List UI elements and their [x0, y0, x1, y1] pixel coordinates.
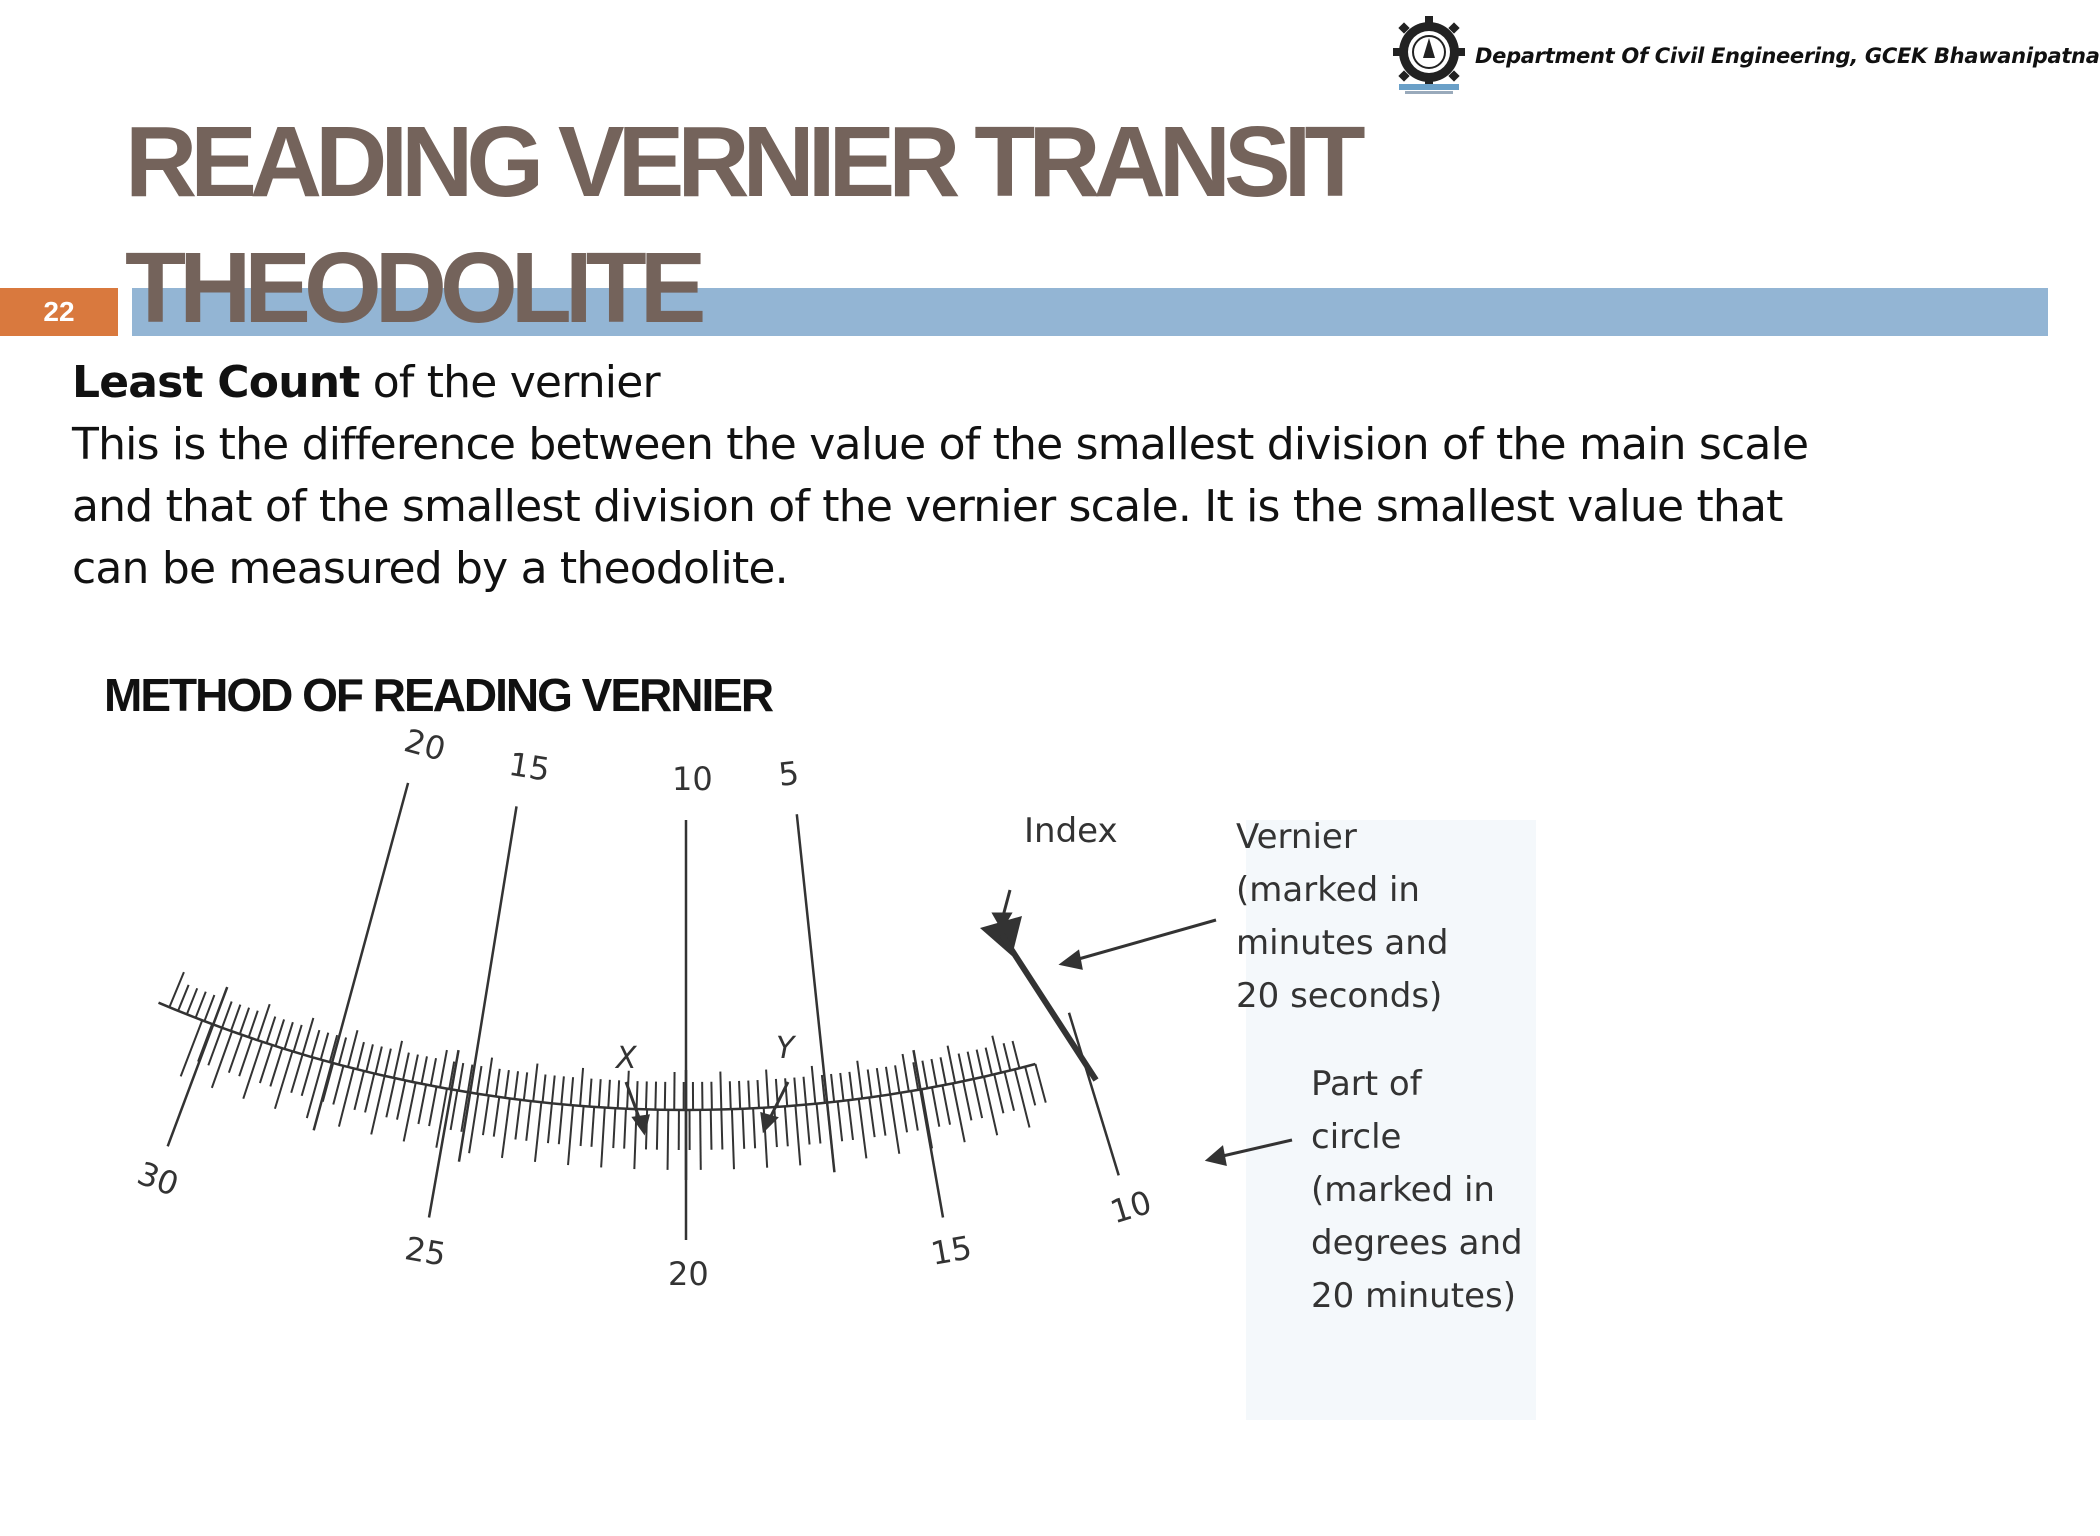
- vernier-tick: [766, 1070, 768, 1108]
- circle-tick: [700, 1110, 701, 1170]
- vernier-tick: [294, 1025, 302, 1052]
- vernier-diagram-svg: [96, 721, 1546, 1430]
- vernier-tick: [580, 1068, 583, 1106]
- vernier-tick: [561, 1076, 564, 1104]
- vernier-label-line-2: (marked in: [1236, 870, 1420, 910]
- vernier-tick: [543, 1075, 546, 1103]
- marker-y-label: Y: [776, 1031, 795, 1066]
- slide-title-line-2: THEODOLITE: [125, 232, 700, 344]
- circle-tick: [404, 1083, 416, 1142]
- circle-tick: [963, 1081, 971, 1120]
- vernier-tick: [895, 1065, 899, 1093]
- vernier-tick: [267, 1017, 276, 1044]
- vernier-number: 5: [776, 753, 801, 794]
- vernier-tick: [321, 1033, 329, 1060]
- vernier-tick: [222, 1001, 232, 1027]
- circle-tick: [181, 1020, 203, 1076]
- circle-tick: [302, 1057, 313, 1095]
- vernier-tick: [739, 1081, 740, 1109]
- circle-tick: [932, 1087, 939, 1126]
- circle-tick: [1025, 1067, 1035, 1106]
- vernier-tick: [348, 1030, 358, 1067]
- vernier-tick: [412, 1055, 418, 1082]
- vernier-tick: [941, 1057, 946, 1084]
- vernier-tick: [339, 1038, 346, 1065]
- vernier-tick: [178, 985, 189, 1011]
- circle-label-line-1: Part of: [1311, 1064, 1422, 1104]
- department-name: Department Of Civil Engineering, GCEK Bhawanipatna: [1475, 44, 2100, 68]
- vernier-tick: [804, 1077, 806, 1105]
- body-line-4: can be measured by a theodolite.: [72, 543, 788, 594]
- circle-tick: [212, 1031, 232, 1088]
- circle-tick: [624, 1109, 626, 1149]
- circle-tick: [270, 1048, 282, 1086]
- vernier-tick: [366, 1044, 373, 1071]
- circle-tick: [817, 1104, 821, 1144]
- vernier-major-line: [797, 814, 835, 1172]
- circle-tick: [333, 1066, 343, 1105]
- vernier-number: 20: [400, 721, 450, 769]
- circle-tick: [581, 1106, 584, 1146]
- vernier-tick: [748, 1081, 749, 1109]
- circle-tick: [859, 1099, 867, 1159]
- vernier-tick: [868, 1069, 872, 1097]
- circle-number: 15: [927, 1228, 975, 1273]
- vernier-tick: [1004, 1043, 1011, 1070]
- circle-tick: [994, 1074, 1003, 1113]
- circle-tick: [429, 1087, 436, 1126]
- y-arrow-head: [762, 1114, 776, 1130]
- vernier-tick: [948, 1046, 956, 1083]
- vernier-tick: [711, 1082, 712, 1110]
- circle-tick: [275, 1051, 292, 1108]
- vernier-tick: [589, 1079, 591, 1107]
- circle-label-line-2: circle: [1311, 1117, 1402, 1157]
- index-label: Index: [1024, 811, 1118, 851]
- vernier-tick: [794, 1078, 796, 1106]
- vernier-tick: [477, 1066, 481, 1094]
- circle-number: 10: [1105, 1183, 1156, 1232]
- vernier-label-line-1: Vernier: [1236, 817, 1357, 857]
- vernier-tick: [730, 1081, 731, 1109]
- circle-tick: [984, 1077, 997, 1136]
- body-line-2: This is the difference between the value of the smallest division of the main scale: [72, 419, 1809, 470]
- vernier-tick: [385, 1049, 391, 1076]
- vernier-tick: [831, 1074, 834, 1102]
- circle-tick: [469, 1094, 478, 1153]
- circle-tick: [743, 1109, 745, 1149]
- circle-tick: [371, 1076, 384, 1134]
- circle-number: 25: [402, 1229, 449, 1274]
- vernier-tick: [394, 1041, 402, 1078]
- label-group: [132, 721, 1156, 1293]
- circle-tick: [526, 1101, 531, 1141]
- vernier-tick: [421, 1056, 426, 1083]
- vernier-tick: [903, 1054, 909, 1091]
- vernier-label-line-3: minutes and: [1236, 923, 1449, 963]
- vernier-tick: [459, 1063, 464, 1091]
- vernier-tick: [276, 1019, 285, 1046]
- circle-tick: [354, 1071, 364, 1110]
- vernier-arrow-head: [1062, 952, 1081, 968]
- circle-tick: [535, 1102, 541, 1162]
- section-heading: METHOD OF READING VERNIER: [104, 669, 773, 721]
- vernier-label-line-4: 20 seconds): [1236, 976, 1443, 1016]
- vernier-tick: [608, 1080, 610, 1108]
- circle-tick: [795, 1106, 800, 1166]
- circle-tick: [942, 1085, 950, 1124]
- circle-tick: [365, 1074, 374, 1113]
- vernier-tick: [240, 1008, 249, 1034]
- vernier-tick: [312, 1030, 320, 1057]
- term-bold: Least Count: [72, 357, 360, 408]
- circle-tick: [548, 1103, 552, 1143]
- vernier-tick: [196, 992, 206, 1018]
- body-text: [72, 352, 1952, 600]
- vernier-tick: [646, 1081, 647, 1109]
- vernier-tick: [204, 995, 214, 1021]
- vernier-tick: [231, 1005, 240, 1031]
- vernier-tick: [849, 1072, 852, 1100]
- circle-major-line: [913, 1050, 943, 1217]
- vernier-tick: [486, 1058, 492, 1096]
- circle-tick: [953, 1083, 965, 1142]
- circle-tick: [1005, 1072, 1014, 1111]
- vernier-tick: [375, 1047, 381, 1074]
- circle-tick: [974, 1079, 983, 1118]
- body-line-3: and that of the smallest division of the vernier scale. It is the smallest value that: [72, 481, 1783, 532]
- vernier-tick: [599, 1079, 601, 1107]
- circle-tick: [1035, 1064, 1045, 1103]
- vernier-tick: [618, 1080, 619, 1108]
- scale-group: [159, 783, 1119, 1240]
- circle-tick: [753, 1108, 755, 1148]
- vernier-tick: [931, 1059, 936, 1087]
- circle-arrow-head: [1208, 1148, 1225, 1164]
- vernier-tick: [968, 1052, 974, 1079]
- circle-tick: [668, 1110, 669, 1170]
- circle-tick: [711, 1110, 712, 1150]
- circle-tick: [806, 1105, 810, 1145]
- vernier-number: 10: [672, 760, 713, 798]
- circle-tick: [848, 1100, 853, 1140]
- circle-tick: [721, 1110, 722, 1150]
- circle-tick: [880, 1096, 886, 1136]
- vernier-tick: [720, 1072, 721, 1110]
- circle-tick: [869, 1098, 874, 1138]
- slide-title-line-1: READING VERNIER TRANSIT: [125, 106, 1359, 218]
- vernier-tick: [812, 1066, 816, 1104]
- vernier-tick: [303, 1018, 314, 1054]
- vernier-tick: [655, 1082, 656, 1110]
- vernier-tick: [922, 1061, 927, 1089]
- vernier-tick: [959, 1054, 965, 1081]
- vernier-tick: [986, 1048, 992, 1075]
- circle-tick: [785, 1106, 788, 1146]
- circle-tick: [901, 1093, 907, 1132]
- circle-tick: [483, 1096, 489, 1136]
- circle-tick: [774, 1107, 777, 1147]
- circle-tick: [911, 1091, 918, 1130]
- vernier-tick: [552, 1075, 555, 1103]
- vernier-tick: [757, 1080, 759, 1108]
- vernier-tick: [514, 1071, 518, 1099]
- circle-tick: [515, 1100, 520, 1140]
- circle-tick: [591, 1107, 594, 1147]
- vernier-tick: [840, 1073, 843, 1101]
- circle-tick: [657, 1110, 658, 1150]
- circle-tick: [494, 1097, 500, 1137]
- marker-x-label: X: [616, 1041, 637, 1076]
- circle-tick: [239, 1038, 252, 1076]
- circle-tick: [418, 1085, 426, 1124]
- vernier-tick: [431, 1058, 436, 1085]
- vernier-tick: [496, 1069, 500, 1097]
- circle-tick: [890, 1094, 899, 1153]
- vernier-tick: [877, 1068, 881, 1096]
- vernier-tick: [857, 1061, 862, 1099]
- circle-tick: [243, 1042, 262, 1099]
- vernier-tick: [886, 1067, 890, 1095]
- vernier-tick: [258, 1004, 270, 1040]
- vernier-tick: [403, 1053, 409, 1080]
- circle-tick: [502, 1098, 510, 1157]
- college-logo: [1385, 14, 1473, 96]
- vernier-tick: [505, 1070, 509, 1098]
- circle-tick: [613, 1108, 615, 1148]
- vernier-diagram: [96, 721, 1546, 1430]
- vernier-tick: [533, 1064, 537, 1102]
- vernier-tick: [977, 1050, 983, 1077]
- vernier-tick: [637, 1081, 638, 1109]
- vernier-tick: [187, 988, 197, 1014]
- vernier-tick: [1013, 1041, 1020, 1068]
- circle-number: 20: [668, 1255, 709, 1293]
- circle-label-line-4: degrees and: [1311, 1223, 1523, 1263]
- circle-tick: [732, 1109, 734, 1169]
- circle-tick: [291, 1054, 302, 1092]
- circle-major-line: [1069, 1013, 1119, 1176]
- vernier-tick: [357, 1042, 364, 1069]
- gear-emblem-icon: [1385, 14, 1473, 96]
- term-rest: of the vernier: [359, 357, 660, 408]
- vernier-tick: [249, 1011, 258, 1037]
- circle-tick: [386, 1078, 395, 1117]
- circle-tick: [568, 1105, 573, 1165]
- circle-label-line-3: (marked in: [1311, 1170, 1495, 1210]
- slide-number: 22: [0, 288, 118, 336]
- vernier-tick: [992, 1036, 1001, 1073]
- circle-tick: [397, 1080, 405, 1119]
- vernier-arrow: [1068, 920, 1216, 962]
- circle-tick: [838, 1101, 842, 1141]
- circle-tick: [559, 1104, 563, 1144]
- vernier-tick: [285, 1022, 293, 1049]
- vernier-tick: [440, 1050, 447, 1087]
- circle-label-line-5: 20 minutes): [1311, 1276, 1516, 1316]
- circle-tick: [229, 1035, 242, 1073]
- vernier-number: 15: [506, 744, 553, 789]
- circle-tick: [601, 1108, 605, 1168]
- body-line-1: [72, 352, 1952, 414]
- vernier-tick: [571, 1077, 573, 1105]
- circle-number: 30: [132, 1154, 184, 1204]
- vernier-tick: [524, 1072, 527, 1100]
- circle-tick: [260, 1045, 272, 1083]
